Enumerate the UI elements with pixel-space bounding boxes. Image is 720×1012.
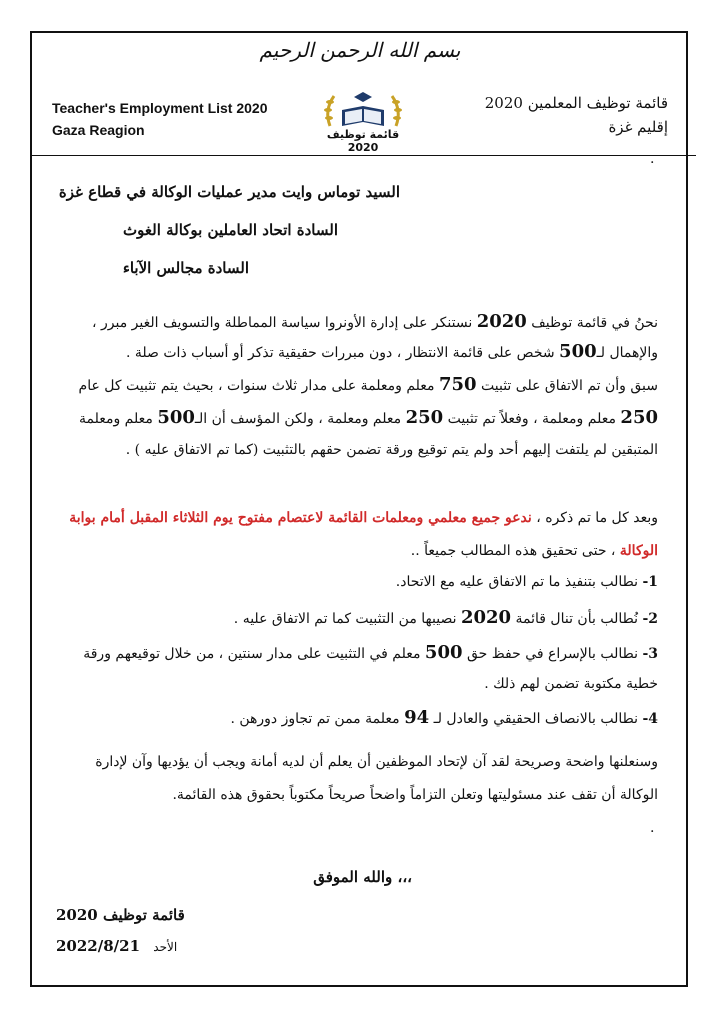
para3-text-black: وبعد كل ما تم ذكره ، (536, 510, 658, 526)
demand-4-text-a: نطالب بالانصاف الحقيقي والعادل لـ (433, 711, 638, 727)
para2-line1 (79, 374, 658, 395)
demand-2-text-a: نُطالب بأن تنال قائمة (515, 611, 638, 627)
demand-3 (83, 642, 658, 663)
para2-number-250-b: 250 (405, 407, 444, 428)
para2-text-a: سبق وأن تم الاتفاق على تثبيت (481, 378, 658, 394)
header-ar-region: إقليم غزة (608, 118, 668, 136)
addressee-1: السيد توماس وايت مدير عمليات الوكالة في قطاع غزة (58, 183, 400, 201)
demand-3-line2: خطية مكتوبة تضمن لهم ذلك . (484, 676, 658, 692)
closing-line1: وسنعلنها واضحة وصريحة لقد آن لإتحاد الموظفين أن يعلم أن لديه أمانة ويجب أن يؤديها وآن لإدارة (95, 754, 658, 770)
signoff: ،،، والله الموفق (313, 868, 412, 886)
demand-3-number: 3- (642, 646, 658, 662)
demand-2-number-2020: 2020 (460, 607, 512, 628)
book-laurel-icon (320, 88, 406, 132)
para1-number-2020: 2020 (476, 311, 527, 332)
para2-text-c: معلم ومعلمة ، وفعلاً تم تثبيت (447, 411, 616, 427)
addressee-3: السادة مجالس الآباء (122, 259, 249, 277)
demand-4-number-94: 94 (404, 707, 430, 728)
signature-date-line (56, 937, 177, 955)
para3-line2 (411, 543, 658, 559)
para2-number-750: 750 (438, 374, 477, 395)
logo-caption: قائمة توظيف 2020 (326, 128, 400, 154)
para1-text-d: شخص على قائمة الانتظار ، دون مبررات حقيقية تذكر أو أسباب ذات صلة . (126, 345, 555, 361)
header-divider (32, 155, 696, 156)
header-ar-title: قائمة توظيف المعلمين 2020 (484, 94, 668, 112)
demand-1-number: 1- (642, 574, 658, 590)
signature-day: الأحد (153, 940, 178, 954)
header-arabic (485, 91, 668, 139)
scan-dot-2: . (650, 820, 655, 836)
demand-4-number: 4- (642, 711, 658, 727)
para2-line2 (79, 407, 658, 428)
para2-number-500: 500 (157, 407, 195, 428)
demand-2 (234, 607, 658, 628)
demand-4-text-b: معلمة ممن تم تجاوز دورهن . (230, 711, 400, 727)
para1-number-500: 500 (559, 341, 597, 362)
scan-dot: . (650, 151, 655, 167)
para3-line1 (69, 510, 658, 526)
para2-line3: المتبقين لم يلتفت إليهم أحد ولم يتم توقيع ورقة تضمن حقهم بالتثبيت (كما تم الاتفاق عليه ) . (125, 442, 658, 458)
para3-agency-word: الوكالة (619, 543, 658, 559)
para1-text-b: نستنكر على إدارة الأونروا سياسة المماطلة والتسويف الغير مبرر ، (92, 315, 473, 331)
demand-4 (230, 707, 658, 728)
addressee-2: السادة اتحاد العاملين بوكالة الغوث (123, 221, 338, 239)
para2-text-d: معلم ومعلمة ، ولكن المؤسف أن الـ (194, 411, 402, 427)
para2-text-e: معلم ومعلمة (78, 411, 153, 427)
para1-line2 (126, 341, 658, 362)
signature-name: قائمة توظيف 2020 (56, 906, 185, 924)
para3-call-to-protest: ندعو جميع معلمي ومعلمات القائمة لاعتصام مفتوح يوم الثلاثاء المقبل أمام بوابة (69, 510, 532, 526)
signature-date: 2022/8/21 (56, 937, 141, 955)
demand-1-text: نطالب بتنفيذ ما تم الاتفاق عليه مع الاتحاد. (395, 574, 638, 590)
list-logo (320, 88, 406, 154)
demand-3-text-a: نطالب بالإسراع في حفظ حق (466, 646, 638, 662)
header-en-region: Gaza Reagion (52, 122, 145, 138)
demand-2-text-b: نصيبها من التثبيت كما تم الاتفاق عليه . (233, 611, 457, 627)
para2-text-b: معلم ومعلمة على مدار ثلاث سنوات ، بحيث يتم تثبيت كل عام (78, 378, 435, 394)
header-english (52, 97, 268, 141)
para2-number-250-a: 250 (620, 407, 658, 428)
para3-text-end: ، حتى تحقيق هذه المطالب جميعاً .. (410, 543, 616, 559)
page-border (30, 31, 688, 987)
demand-3-text-b: معلم في التثبيت على مدار سنتين ، من خلال توقيعهم ورقة (83, 646, 421, 662)
para1-line1 (60, 311, 658, 332)
demand-3-number-500: 500 (424, 642, 463, 663)
header-en-title: Teacher's Employment List 2020 (52, 100, 268, 116)
para1-text-c: والإهمال لـ (596, 345, 658, 361)
basmala-calligraphy: بسم الله الرحمن الرحيم (259, 38, 461, 62)
demand-2-number: 2- (642, 611, 658, 627)
closing-line2: الوكالة أن تقف عند مسئوليتها وتعلن التزاماً واضحاً صريحاً مكتوباً بحقوق هذه القائمة. (172, 787, 658, 803)
demand-1 (396, 574, 658, 590)
para1-text-a: نحنُ في قائمة توظيف (531, 315, 658, 331)
